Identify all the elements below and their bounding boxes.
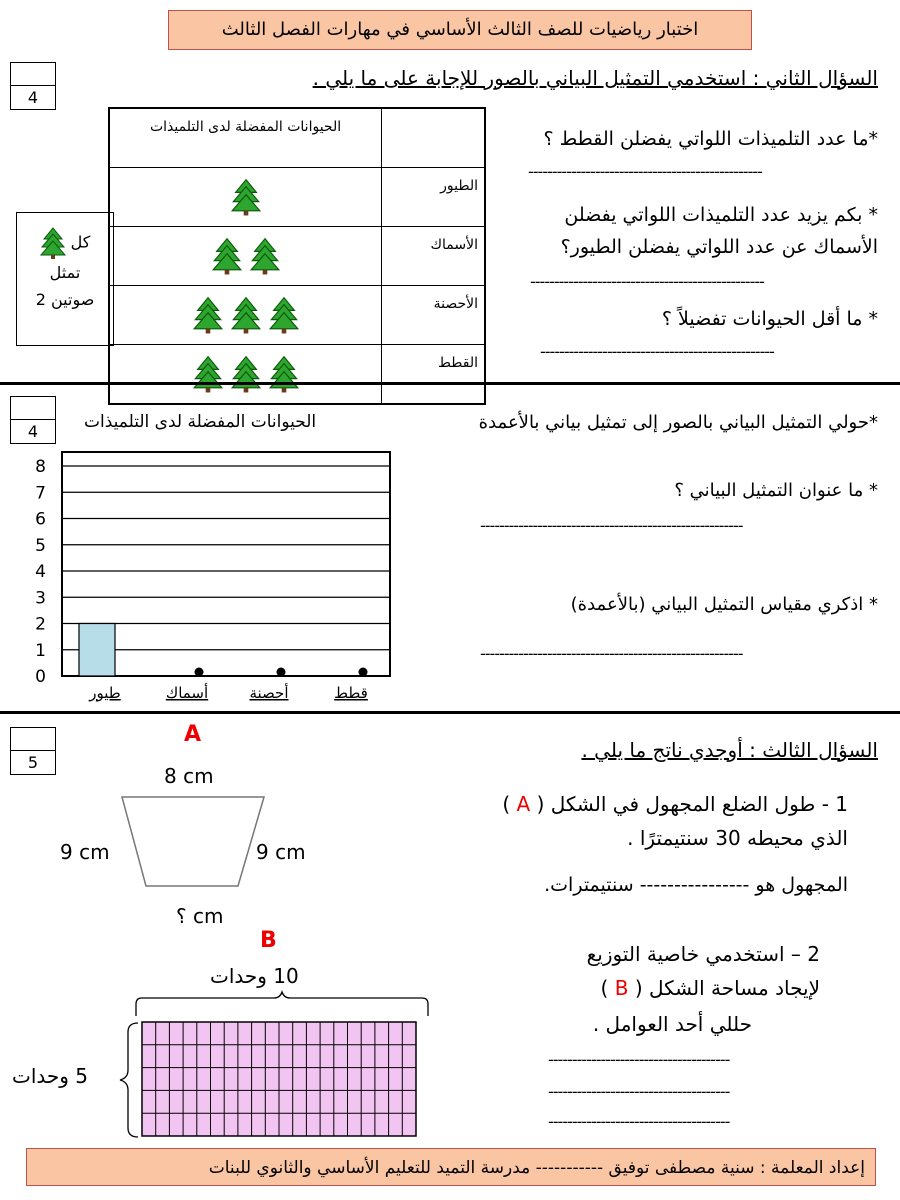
shape-b-height-label: 5 وحدات bbox=[12, 1064, 88, 1088]
zero-point bbox=[359, 668, 368, 677]
y-tick-label: 8 bbox=[35, 457, 46, 477]
tree-icon bbox=[231, 355, 261, 393]
y-tick-label: 4 bbox=[35, 562, 46, 582]
row-label: الأحصنة bbox=[382, 286, 485, 345]
q2b-question-title: * ما عنوان التمثيل البياني ؟ bbox=[674, 480, 878, 501]
section-divider-2 bbox=[0, 711, 900, 714]
q2b-instruction: *حولي التمثيل البياني بالصور إلى تمثيل بياني بالأعمدة bbox=[478, 412, 878, 433]
footer-banner bbox=[26, 1148, 876, 1186]
row-label: القطط bbox=[382, 345, 485, 405]
q2-answer-line-3[interactable]: ------------------------------------------------- bbox=[540, 342, 774, 361]
y-tick-label: 0 bbox=[35, 667, 46, 687]
q3-p2-line1: 2 – استخدمي خاصية التوزيع bbox=[586, 942, 820, 966]
q3-answer-line-3[interactable]: -------------------------------------- bbox=[548, 1112, 730, 1131]
legend-line2: تمثل bbox=[49, 263, 81, 282]
q2b-question-scale: * اذكري مقياس التمثيل البياني (بالأعمدة) bbox=[570, 594, 878, 615]
q3-answer-line-2[interactable]: -------------------------------------- bbox=[548, 1082, 730, 1101]
q2b-score: 4 bbox=[27, 422, 39, 441]
row-icons bbox=[109, 168, 382, 227]
q2-score-box bbox=[10, 62, 56, 110]
brace-left bbox=[118, 1020, 142, 1140]
footer-text: إعداد المعلمة : سنية مصطفى توفيق ----------- مدرسة التميد للتعليم الأساسي والثانوي للبنات bbox=[208, 1158, 865, 1178]
q2-question-3: * ما أقل الحيوانات تفضيلاً ؟ bbox=[661, 308, 878, 330]
q2-answer-line-2[interactable]: ------------------------------------------------- bbox=[530, 272, 764, 291]
q2-question-1: *ما عدد التلميذات اللواتي يفضلن القطط ؟ bbox=[543, 128, 878, 150]
q3-score-box bbox=[10, 727, 56, 775]
row-icons bbox=[109, 227, 382, 286]
q2-question-2a: * بكم يزيد عدد التلميذات اللواتي يفضلن bbox=[564, 204, 878, 226]
tree-icon bbox=[193, 296, 223, 334]
q3-p2-shape: B bbox=[614, 976, 629, 1000]
table-header-title: الحيوانات المفضلة لدى التلميذات bbox=[109, 108, 382, 168]
q3-p2-line2 bbox=[601, 976, 820, 1000]
row-icons bbox=[109, 286, 382, 345]
q3-answer-line-1[interactable]: -------------------------------------- bbox=[548, 1050, 730, 1069]
x-tick-label: طيور bbox=[89, 684, 121, 702]
shape-a-top-label: 8 cm bbox=[164, 764, 214, 788]
pictograph-legend bbox=[16, 212, 114, 346]
q2-question-2b: الأسماك عن عدد اللواتي يفضلن الطيور؟ bbox=[560, 236, 878, 258]
q3-p1-number: 1 - bbox=[821, 792, 848, 816]
q2b-score-box bbox=[10, 396, 56, 444]
q2-title: السؤال الثاني : استخدمي التمثيل البياني بالصور للإجابة على ما يلي . bbox=[312, 66, 878, 90]
y-tick-label: 5 bbox=[35, 535, 46, 556]
q3-p1-text: طول الضلع المجهول في الشكل ( bbox=[536, 792, 822, 816]
pictograph-table bbox=[108, 107, 486, 405]
legend-line3: صوتين 2 bbox=[35, 290, 95, 309]
zero-point bbox=[195, 668, 204, 677]
tree-icon bbox=[212, 237, 242, 275]
q2-score: 4 bbox=[27, 88, 39, 107]
row-label: الطيور bbox=[382, 168, 485, 227]
q3-score: 5 bbox=[27, 753, 39, 772]
x-tick-label: أسماك bbox=[165, 684, 209, 702]
tree-icon bbox=[40, 227, 66, 259]
tree-icon bbox=[269, 296, 299, 334]
row-icons bbox=[109, 345, 382, 405]
trapezoid-shape-a bbox=[118, 794, 268, 890]
y-tick-label: 2 bbox=[35, 614, 46, 635]
row-label: الأسماك bbox=[382, 227, 485, 286]
legend-line1: كل bbox=[70, 232, 91, 252]
bar-chart bbox=[20, 448, 420, 708]
shape-a-bottom-label: ؟ cm bbox=[176, 904, 224, 928]
tree-icon bbox=[193, 355, 223, 393]
shape-b-width-label: 10 وحدات bbox=[210, 964, 299, 988]
tree-icon bbox=[269, 355, 299, 393]
tree-icon bbox=[231, 178, 261, 216]
y-tick-label: 6 bbox=[35, 509, 46, 530]
q3-p2-line3: حللي أحد العوامل . bbox=[592, 1012, 752, 1036]
tree-icon bbox=[250, 237, 280, 275]
q3-p1-line1 bbox=[502, 792, 848, 816]
x-tick-label: أحصنة bbox=[249, 684, 289, 702]
shape-a-right-label: 9 cm bbox=[256, 840, 306, 864]
table-header-empty bbox=[382, 108, 485, 168]
shape-a-left-label: 9 cm bbox=[60, 840, 110, 864]
shape-a-label: A bbox=[184, 722, 202, 747]
x-tick-label: قطط bbox=[334, 684, 368, 702]
q3-p1-text-end: ) bbox=[502, 792, 511, 816]
q3-p1-shape: A bbox=[516, 792, 531, 816]
q3-p2-text-end: ) bbox=[600, 976, 609, 1000]
zero-point bbox=[277, 668, 286, 677]
q3-p1-line2: الذي محيطه 30 سنتيمترًا . bbox=[627, 826, 848, 850]
q3-p1-answer[interactable]: المجهول هو ---------------- سنتيمترات. bbox=[544, 874, 848, 896]
header-title: اختبار رياضيات للصف الثالث الأساسي في مهارات الفصل الثالث bbox=[221, 19, 699, 40]
shape-b-label: B bbox=[260, 928, 277, 953]
y-tick-label: 1 bbox=[35, 640, 46, 661]
q2b-answer-line-1[interactable]: ------------------------------------------------------- bbox=[480, 516, 743, 535]
header-banner bbox=[168, 10, 752, 50]
q2-answer-line-1[interactable]: ------------------------------------------------- bbox=[528, 162, 762, 181]
q3-title: السؤال الثالث : أوجدي ناتج ما يلي . bbox=[581, 738, 878, 762]
grid-shape-b bbox=[140, 1020, 418, 1138]
chart-title: الحيوانات المفضلة لدى التلميذات bbox=[84, 412, 317, 432]
tree-icon bbox=[231, 296, 261, 334]
bar bbox=[79, 624, 115, 677]
y-tick-label: 7 bbox=[35, 483, 46, 504]
brace-top bbox=[132, 990, 432, 1020]
q2b-answer-line-2[interactable]: ------------------------------------------------------- bbox=[480, 644, 743, 663]
y-tick-label: 3 bbox=[35, 588, 46, 609]
section-divider-1 bbox=[0, 382, 900, 385]
q3-p2-text: لإيجاد مساحة الشكل ( bbox=[634, 976, 820, 1000]
